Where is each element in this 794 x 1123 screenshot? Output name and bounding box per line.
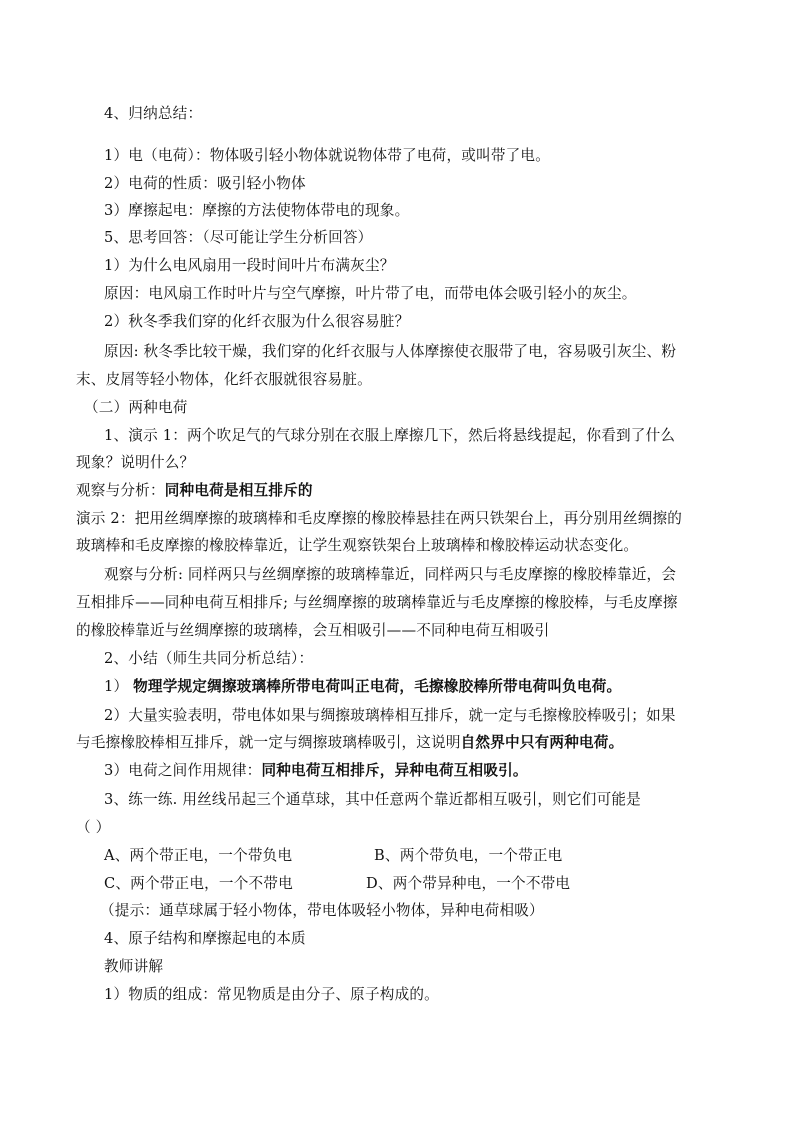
- heading-summary: 4、归纳总结：: [104, 105, 203, 122]
- exercise-hint: （提示：通草球属于轻小物体，带电体吸轻小物体，异种电荷相吸）: [100, 902, 544, 919]
- heading-think-answer: 5、思考回答：（尽可能让学生分析回答）: [104, 229, 373, 246]
- answer-fan-dust: 原因：电风扇工作时叶片与空气摩擦，叶片带了电，而带电体会吸引轻小的灰尘。: [104, 285, 637, 302]
- conclusion-interaction-law: 3）电荷之间作用规律：同种电荷互相排斥，异种电荷互相吸引。: [104, 762, 528, 779]
- point-charge-property: 2）电荷的性质：吸引轻小物体: [104, 175, 306, 192]
- question-fan-dust: 1）为什么电风扇用一段时间叶片布满灰尘？: [104, 257, 395, 274]
- conclusion-experiment-line2: 与毛擦橡胶棒相互排斥，就一定与绸擦玻璃棒吸引，这说明自然界中只有两种电荷。: [76, 734, 624, 751]
- section-two-charges: （二）两种电荷: [84, 399, 188, 416]
- teacher-explains: 教师讲解: [104, 958, 164, 975]
- demo2-line1: 演示 2：把用丝绸摩擦的玻璃棒和毛皮摩擦的橡胶棒悬挂在两只铁架台上，再分别用丝绸擦的: [76, 510, 683, 527]
- analysis-line3: 的橡胶棒靠近与丝绸摩擦的玻璃棒，会互相吸引——不同种电荷互相吸引: [76, 622, 550, 639]
- exercise-question-line1: 3、练一练. 用丝线吊起三个通草球，其中任意两个靠近都相互吸引，则它们可能是: [104, 791, 641, 808]
- answer-fiber-clothes-line2: 末、皮屑等轻小物体，化纤衣服就很容易脏。: [76, 371, 372, 388]
- heading-atomic-structure: 4、原子结构和摩擦起电的本质: [104, 930, 306, 947]
- option-c: C、两个带正电，一个不带电: [104, 875, 293, 892]
- option-d: D、两个带异种电，一个不带电: [366, 875, 571, 892]
- option-b: B、两个带负电，一个带正电: [374, 847, 563, 864]
- option-a: A、两个带正电，一个带负电: [104, 847, 293, 864]
- exercise-answer-blank: （ ）: [76, 819, 111, 836]
- point-friction-charging: 3）摩擦起电：摩擦的方法使物体带电的现象。: [104, 202, 410, 219]
- answer-fiber-clothes-line1: 原因: 秋冬季比较干燥，我们穿的化纤衣服与人体摩擦使衣服带了电，容易吸引灰尘、粉: [104, 343, 677, 360]
- matter-composition: 1）物质的组成：常见物质是由分子、原子构成的。: [104, 986, 439, 1003]
- heading-conclusion: 2、小结（师生共同分析总结）：: [104, 650, 314, 667]
- analysis-line1: 观察与分析: 同样两只与丝绸摩擦的玻璃棒靠近，同样两只与毛皮摩擦的橡胶棒靠近，会: [104, 566, 677, 583]
- demo1-line1: 1、演示 1：两个吹足气的气球分别在衣服上摩擦几下，然后将悬线提起，你看到了什么: [104, 427, 676, 444]
- point-charge-definition: 1）电（电荷）：物体吸引轻小物体就说物体带了电荷，或叫带了电。: [104, 147, 551, 164]
- question-fiber-clothes: 2）秋冬季我们穿的化纤衣服为什么很容易脏？: [104, 313, 410, 330]
- observation-like-charges: 观察与分析：同种电荷是相互排斥的: [76, 482, 313, 499]
- demo1-line2: 现象？说明什么？: [76, 454, 195, 471]
- conclusion-positive-negative: 1） 物理学规定绸擦玻璃棒所带电荷叫正电荷，毛擦橡胶棒所带电荷叫负电荷。: [104, 678, 622, 695]
- analysis-line2: 互相排斥——同种电荷互相排斥; 与丝绸摩擦的玻璃棒靠近与毛皮摩擦的橡胶棒，与毛皮摩擦: [76, 594, 678, 611]
- demo2-line2: 玻璃棒和毛皮摩擦的橡胶棒靠近，让学生观察铁架台上玻璃棒和橡胶棒运动状态变化。: [76, 537, 639, 554]
- conclusion-experiment-line1: 2）大量实验表明，带电体如果与绸擦玻璃棒相互排斥，就一定与毛擦橡胶棒吸引；如果: [104, 707, 676, 724]
